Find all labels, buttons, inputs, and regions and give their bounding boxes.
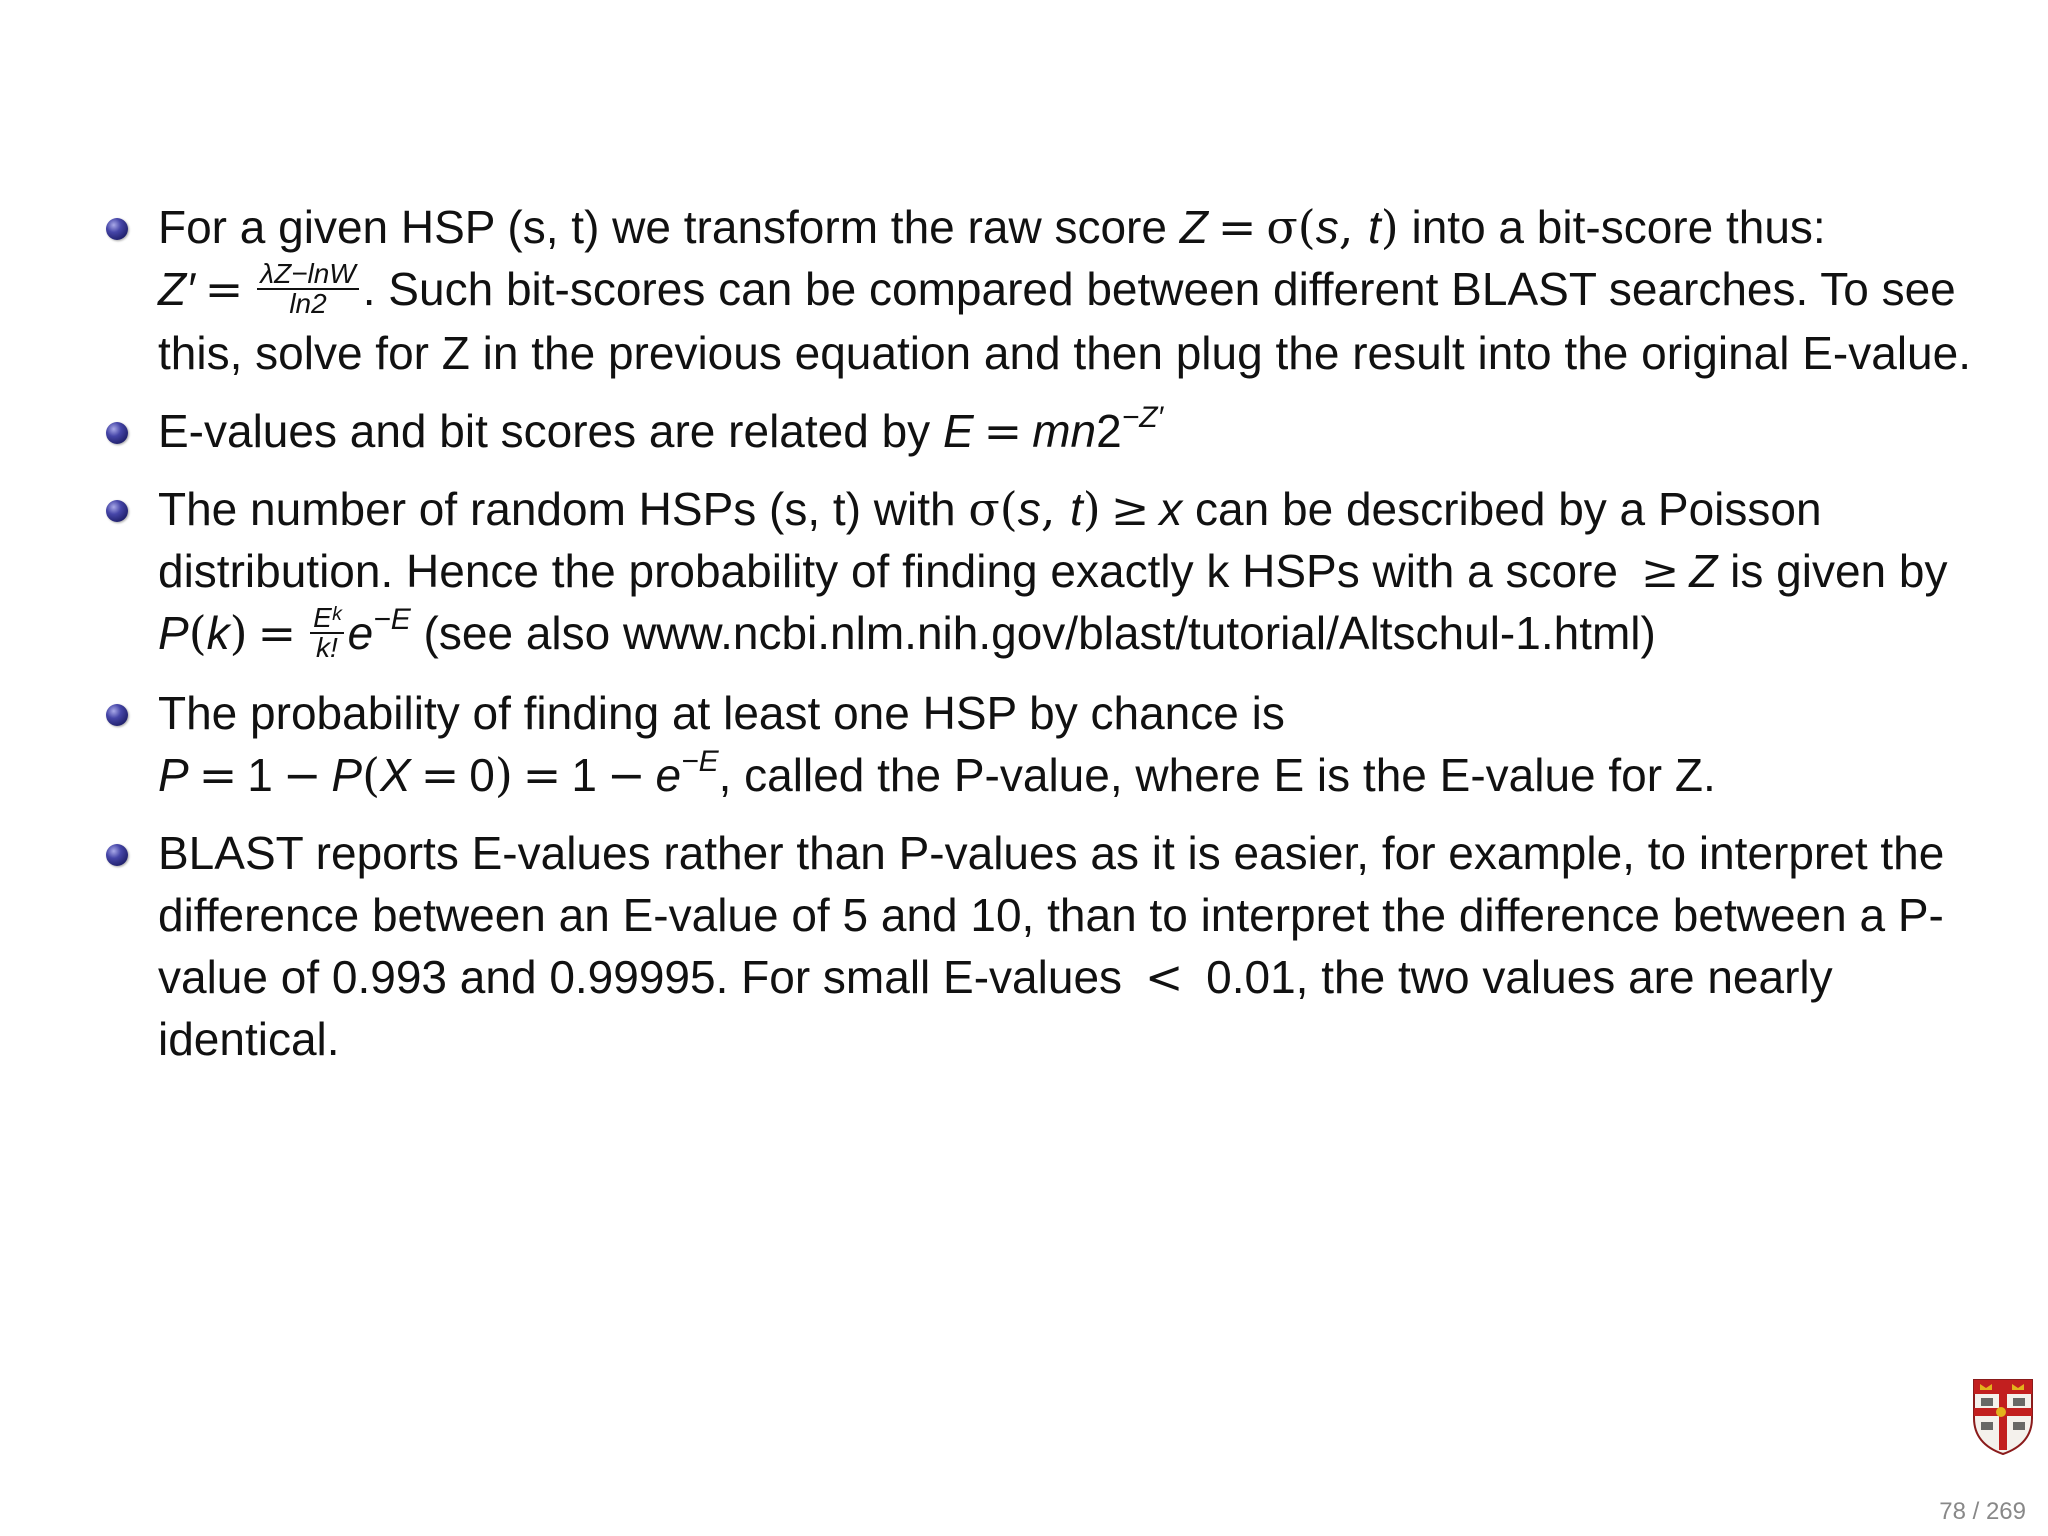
math: 1: [247, 748, 273, 801]
math: t: [1070, 482, 1083, 535]
math: t: [1367, 201, 1381, 253]
math: ,: [1338, 200, 1368, 254]
fraction-denominator: k!: [316, 631, 338, 663]
math: Z′: [158, 263, 195, 315]
math: ): [1082, 481, 1101, 536]
math: 1: [571, 748, 597, 801]
bullet-item-poisson: [100, 478, 2020, 666]
text: is given by: [1717, 544, 1948, 597]
math: k: [206, 606, 230, 659]
bullet-icon: [106, 844, 128, 866]
bullet-icon: [106, 500, 128, 522]
math: (: [999, 481, 1018, 536]
bullet-item-evalues-vs-pvalues: [100, 822, 2020, 1070]
text: For a given HSP (s, t) we transform the raw score: [158, 201, 1180, 253]
math: ≥: [1640, 543, 1680, 598]
math: =: [420, 747, 460, 802]
fraction: [310, 601, 344, 663]
text: , called the P-value, where E is the E-value for Z.: [718, 748, 1716, 801]
text: The number of random HSPs (s, t) with: [158, 482, 969, 535]
bullet-icon: [106, 422, 128, 444]
math: =: [983, 403, 1023, 458]
math-superscript: −E: [373, 602, 411, 636]
math: 2: [1096, 404, 1122, 457]
bullet-item-bit-score: [100, 196, 2020, 384]
math: s: [1315, 201, 1339, 253]
math: ): [229, 605, 248, 660]
math: =: [204, 262, 244, 316]
text: 0.01, the two values are nearly identical.: [158, 950, 1833, 1065]
text: The probability of finding at least one HSP by chance is: [158, 686, 1285, 739]
math: e: [347, 606, 374, 659]
math: =: [257, 605, 297, 660]
text: into a bit-score thus:: [1398, 201, 1826, 253]
math: =: [522, 747, 562, 802]
math: (: [362, 747, 381, 802]
math: P: [158, 748, 189, 801]
fraction-numerator: λZ−lnW: [257, 260, 358, 290]
math: 0: [469, 748, 495, 801]
page-total: 269: [1985, 1498, 2026, 1525]
fraction-denominator: ln2: [289, 287, 327, 319]
math: σ: [968, 481, 1000, 536]
bullet-icon: [106, 704, 128, 726]
math: P: [331, 748, 363, 801]
text: can be described by a Poisson distribution. Hence the probability of finding exactly k HSPs with a score: [158, 482, 1822, 597]
math: ): [494, 747, 513, 802]
math: (: [188, 605, 207, 660]
math: −: [282, 747, 322, 802]
text: E-values and bit scores are related by: [158, 404, 943, 457]
math: σ: [1266, 200, 1298, 254]
math: X: [380, 748, 411, 801]
university-crest-icon: [1972, 1378, 2034, 1456]
math: ,: [1040, 481, 1070, 536]
math: e: [655, 748, 682, 801]
math: mn: [1032, 404, 1097, 457]
math: (: [1297, 200, 1316, 254]
math: =: [1217, 200, 1257, 254]
fraction: [257, 257, 358, 319]
math: −: [606, 747, 646, 802]
math-superscript: −Z′: [1121, 400, 1164, 434]
math: Z: [1179, 201, 1208, 253]
fraction-numerator: Eᵏ: [310, 604, 344, 634]
math: Z: [1689, 544, 1718, 597]
math: =: [198, 747, 238, 802]
bullet-icon: [106, 218, 128, 240]
bullet-item-pvalue: [100, 682, 2020, 806]
page-separator: /: [1965, 1498, 1986, 1525]
text: (see also www.ncbi.nlm.nih.gov/blast/tutorial/Altschul-1.html): [410, 606, 1656, 659]
page-number: [1939, 1498, 2026, 1526]
bullet-item-evalue-relation: [100, 400, 2020, 462]
bullet-list: [100, 196, 2020, 1086]
math: <: [1144, 949, 1184, 1004]
math: P: [158, 606, 189, 659]
math: x: [1159, 482, 1183, 535]
math: s: [1017, 482, 1041, 535]
math-superscript: −E: [681, 744, 719, 778]
page-current: 78: [1939, 1498, 1966, 1525]
text: BLAST reports E-values rather than P-values as it is easier, for example, to interpret the difference between an E-value of 5 and 10, than to interpret the difference between a P-value of 0.993 and 0.99995. For small E-values: [158, 826, 1945, 1003]
text: . Such bit-scores can be compared between different BLAST searches. To see this, solve for Z in the previous equation and then plug the result into the original E-value.: [158, 263, 1971, 379]
math: E: [942, 404, 974, 457]
math: ): [1380, 200, 1399, 254]
math: ≥: [1110, 481, 1150, 536]
